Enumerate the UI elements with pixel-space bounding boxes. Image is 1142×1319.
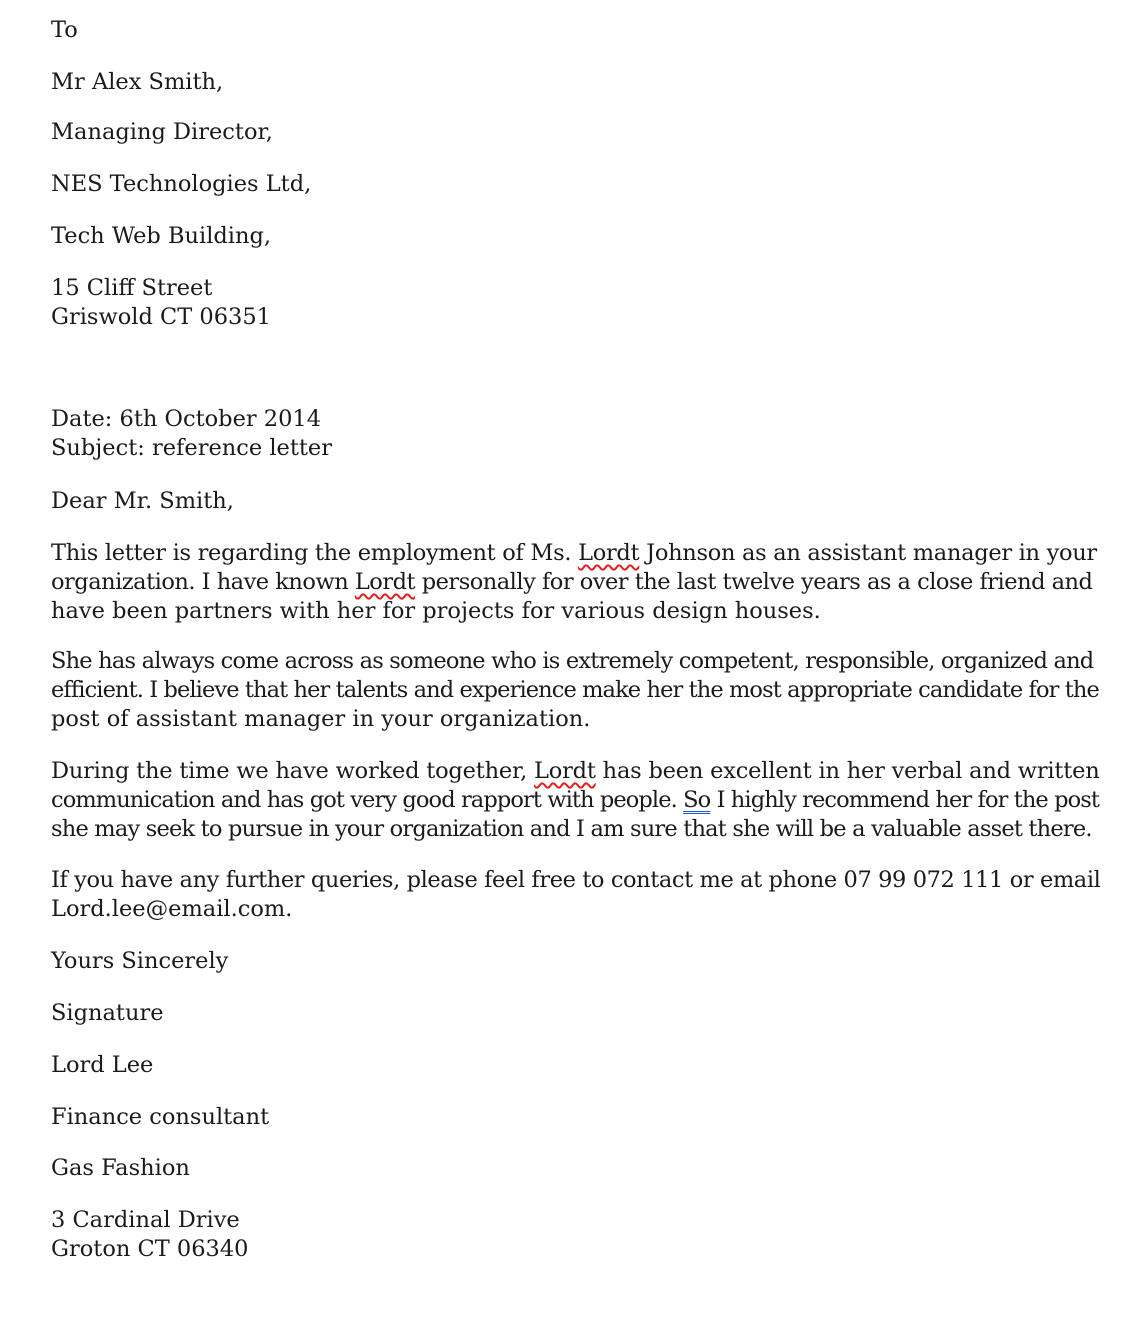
text-span: personally for over the last twelve years as a close friend and: [415, 569, 1093, 595]
letter-subject: Subject: reference letter: [51, 435, 332, 461]
recipient-company: NES Technologies Ltd,: [51, 171, 312, 197]
paragraph-1-line-1: [51, 538, 1097, 568]
text-span: I highly recommend her for the post: [710, 787, 1100, 813]
paragraph-4-line-1: If you have any further queries, please feel free to contact me at phone 07 99 072 111 or email: [51, 867, 1101, 893]
spellcheck-underlined-word: Lordt: [534, 758, 596, 784]
closing-signature: Signature: [51, 1000, 164, 1026]
spellcheck-underlined-word: Lordt: [354, 569, 416, 595]
text-span: This letter is regarding the employment of Ms.: [51, 540, 579, 566]
paragraph-3-line-3: she may seek to pursue in your organization and I am sure that she will be a valuable asset there.: [51, 816, 1092, 842]
closing-sign-off: Yours Sincerely: [51, 948, 229, 974]
paragraph-1-line-3: have been partners with her for projects for various design houses.: [51, 598, 821, 624]
paragraph-4-line-2: Lord.lee@email.com.: [51, 896, 293, 922]
recipient-to: To: [51, 17, 78, 43]
text-span: organization. I have known: [51, 569, 355, 595]
recipient-title: Managing Director,: [51, 119, 273, 145]
text-span: During the time we have worked together,: [51, 758, 534, 784]
sender-city: Groton CT 06340: [51, 1236, 249, 1262]
greeting: Dear Mr. Smith,: [51, 488, 234, 514]
text-span: Johnson as an assistant manager in your: [639, 540, 1097, 566]
sender-name: Lord Lee: [51, 1052, 154, 1078]
sender-street: 3 Cardinal Drive: [51, 1207, 240, 1233]
paragraph-2-line-3: post of assistant manager in your organization.: [51, 706, 591, 732]
paragraph-1-line-2: [51, 567, 1092, 597]
spellcheck-underlined-word: Lordt: [578, 540, 640, 566]
recipient-building: Tech Web Building,: [51, 223, 272, 249]
sender-company: Gas Fashion: [51, 1155, 190, 1181]
grammar-underlined-word: So: [683, 787, 711, 813]
paragraph-3-line-2: [51, 785, 1099, 815]
paragraph-3-line-1: [51, 756, 1100, 786]
text-span: communication and has got very good rapport with people.: [51, 787, 684, 813]
paragraph-2-line-1: She has always come across as someone who is extremely competent, responsible, organized and: [51, 648, 1094, 674]
text-span: has been excellent in her verbal and written: [595, 758, 1100, 784]
paragraph-2-line-2: efficient. I believe that her talents and experience make her the most appropriate candidate for the: [51, 677, 1099, 703]
recipient-name: Mr Alex Smith,: [51, 69, 224, 95]
recipient-city: Griswold CT 06351: [51, 304, 271, 330]
letter-date: Date: 6th October 2014: [51, 406, 322, 432]
sender-title: Finance consultant: [51, 1104, 270, 1130]
recipient-street: 15 Cliff Street: [51, 275, 213, 301]
